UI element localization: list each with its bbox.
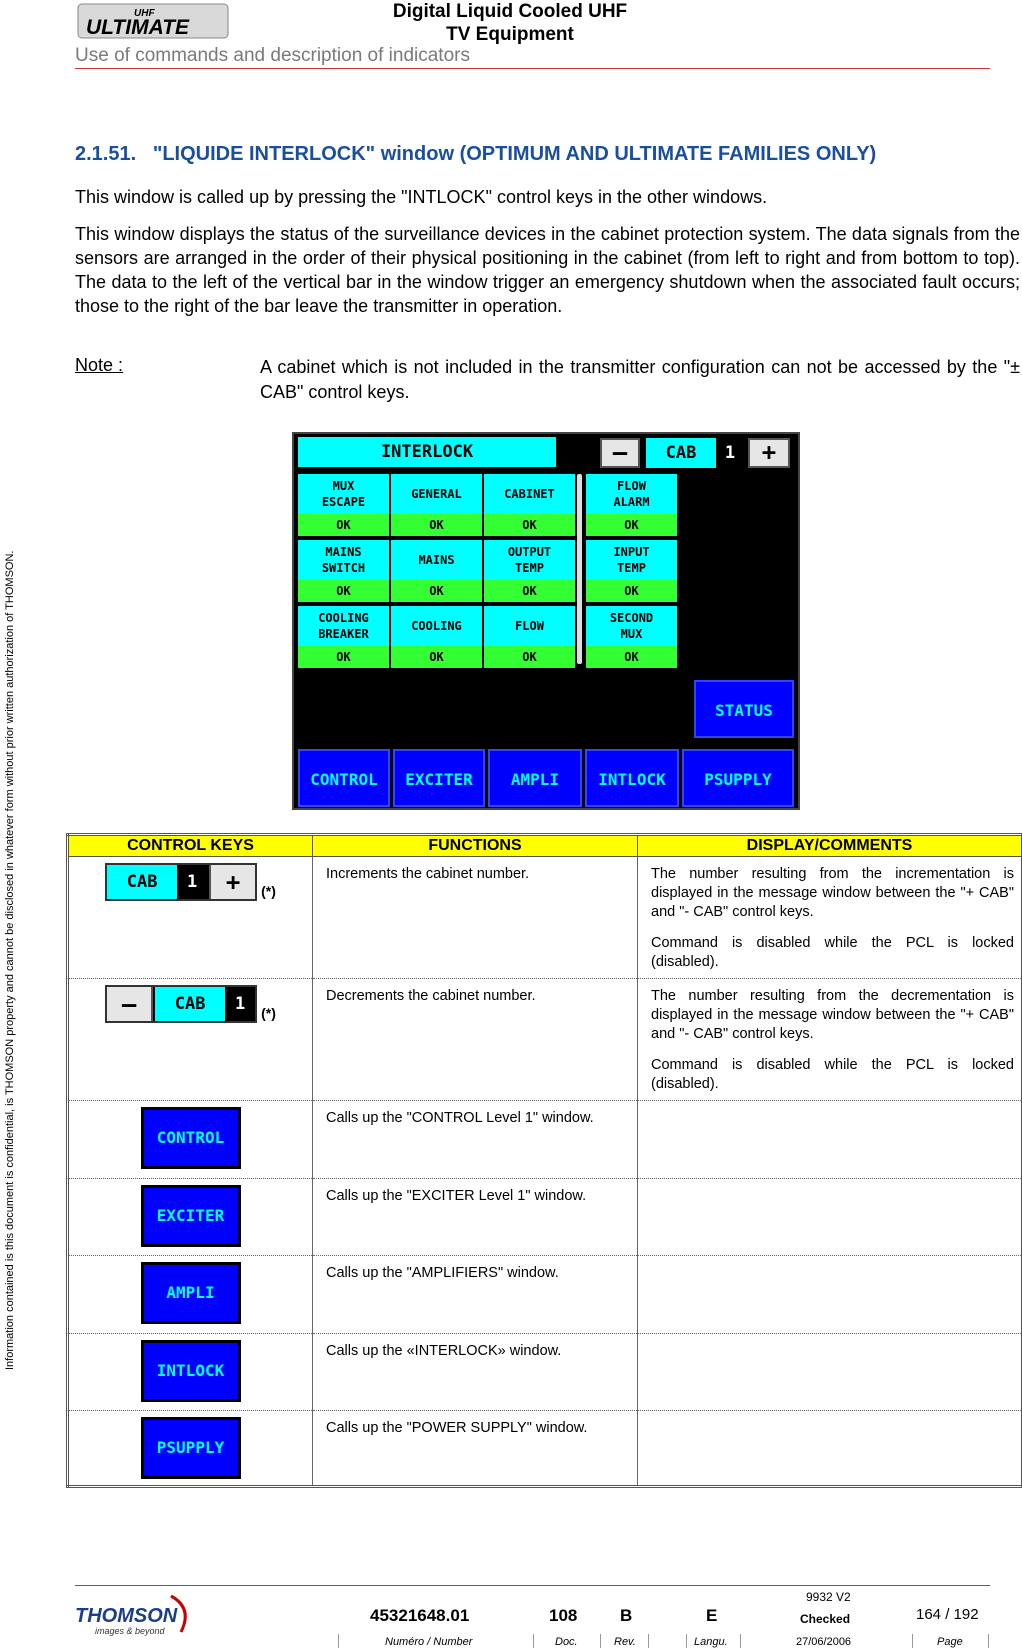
note-text: A cabinet which is not included in the transmitter configuration can not be accessed by the "± CAB" control keys. xyxy=(260,357,1020,402)
cell-cabinet: CABINET OK xyxy=(484,474,575,536)
table-header-row xyxy=(68,835,1022,857)
function-cell: Calls up the "EXCITER Level 1" window. xyxy=(313,1179,638,1256)
function-cell: Calls up the "POWER SUPPLY" window. xyxy=(313,1411,638,1487)
footer-separator xyxy=(740,1634,741,1648)
rev-value: B xyxy=(620,1606,633,1625)
cab-selector xyxy=(600,438,790,468)
table-row xyxy=(68,1256,1022,1334)
footer-separator xyxy=(533,1634,534,1648)
footer-separator xyxy=(988,1634,989,1648)
key-cell xyxy=(68,1101,313,1179)
cell-cooling: COOLING OK xyxy=(391,606,482,668)
key-cell: — CAB 1 (*) xyxy=(68,979,313,1101)
table-row xyxy=(68,857,1022,979)
ampli-key[interactable]: AMPLI xyxy=(141,1262,241,1324)
key-cell xyxy=(68,1256,313,1334)
cell-flow: FLOW OK xyxy=(484,606,575,668)
doc-caption: Doc. xyxy=(555,1636,578,1648)
cell-input-temp: INPUT TEMP OK xyxy=(586,540,677,602)
table-row xyxy=(68,979,1022,1101)
cell-mains-switch: MAINS SWITCH OK xyxy=(298,540,389,602)
ultimate-logo xyxy=(76,2,232,40)
function-cell: Decrements the cabinet number. xyxy=(313,979,638,1101)
footer-separator xyxy=(600,1634,601,1648)
nav-exciter-button[interactable]: EXCITER xyxy=(393,749,485,807)
rev-caption: Rev. xyxy=(614,1636,636,1648)
table-row xyxy=(68,1179,1022,1256)
control-key[interactable]: CONTROL xyxy=(141,1107,241,1169)
comment-cell xyxy=(638,1411,1022,1487)
document-number: 45321648.01 xyxy=(370,1606,470,1625)
interlock-screen xyxy=(292,432,800,810)
version-label: 9932 V2 xyxy=(806,1590,851,1604)
header-rule xyxy=(75,68,990,69)
screen-title: INTERLOCK xyxy=(298,437,556,467)
comment-cell: The number resulting from the incrementation is displayed in the message window between the "+ CAB" and "- CAB" control keys. Command is disabled while the PCL is locked (disabled). xyxy=(638,857,1022,979)
cell-cooling-breaker: COOLING BREAKER OK xyxy=(298,606,389,668)
confidentiality-note: Information contained is this document is confidential, is THOMSON property and cannot be disclosed in whatever form without prior written authorization of THOMSON. xyxy=(4,550,16,1370)
key-cell xyxy=(68,1334,313,1411)
footer-separator xyxy=(912,1634,913,1648)
svg-text:THOMSON: THOMSON xyxy=(75,1605,178,1627)
paragraph-description: This window displays the status of the surveillance devices in the cabinet protection system. The data signals from the sensors are arranged in the order of their physical positioning in the cabinet (from left to right and from bottom to top). The data to the left of the vertical bar in the window trigger an emergency shutdown when the associated fault occurs; those to the right of the bar leave the transmitter in operation. xyxy=(75,224,1020,316)
table-row xyxy=(68,1411,1022,1487)
header-functions: FUNCTIONS xyxy=(313,835,638,857)
page-caption: Page xyxy=(937,1636,963,1648)
cell-flow-alarm: FLOW ALARM OK xyxy=(586,474,677,536)
footer-separator xyxy=(686,1634,687,1648)
cab-label: CAB xyxy=(646,438,716,468)
function-cell: Calls up the «INTERLOCK» window. xyxy=(313,1334,638,1411)
page-number: 164 / 192 xyxy=(916,1606,979,1623)
paragraph-intro: This window is called up by pressing the "INTLOCK" control keys in the other windows. xyxy=(75,187,768,207)
function-cell: Calls up the "CONTROL Level 1" window. xyxy=(313,1101,638,1179)
header-display-comments: DISPLAY/COMMENTS xyxy=(638,835,1022,857)
nav-intlock-button[interactable]: INTLOCK xyxy=(585,749,679,807)
vertical-separator-bar xyxy=(577,474,582,664)
note-label: Note : xyxy=(75,355,124,375)
document-subtitle: Use of commands and description of indicators xyxy=(75,45,470,66)
cell-output-temp: OUTPUT TEMP OK xyxy=(484,540,575,602)
language-value: E xyxy=(706,1606,718,1625)
checked-label: Checked xyxy=(800,1612,851,1626)
nav-psupply-button[interactable]: PSUPPLY xyxy=(682,749,794,807)
table-row xyxy=(68,1334,1022,1411)
psupply-key[interactable]: PSUPPLY xyxy=(141,1417,241,1479)
cab-minus-key[interactable]: — CAB 1 xyxy=(105,985,257,1023)
cab-plus-button[interactable]: + xyxy=(748,438,790,468)
svg-text:UHF: UHF xyxy=(134,8,155,19)
comment-cell xyxy=(638,1334,1022,1411)
comment-cell xyxy=(638,1256,1022,1334)
header-control-keys: CONTROL KEYS xyxy=(68,835,313,857)
doc-value: 108 xyxy=(549,1606,578,1625)
key-cell: CAB 1 + (*) xyxy=(68,857,313,979)
cab-number: 1 xyxy=(716,438,744,468)
cell-general: GENERAL OK xyxy=(391,474,482,536)
date-value: 27/06/2006 xyxy=(796,1636,852,1648)
svg-text:ULTIMATE: ULTIMATE xyxy=(86,16,190,39)
cell-mains: MAINS OK xyxy=(391,540,482,602)
status-button[interactable]: STATUS xyxy=(694,680,794,738)
thomson-logo xyxy=(75,1592,195,1638)
comment-cell xyxy=(638,1179,1022,1256)
exciter-key[interactable]: EXCITER xyxy=(141,1185,241,1247)
language-caption: Langu. xyxy=(694,1636,728,1648)
control-keys-table xyxy=(66,833,1022,1488)
key-cell xyxy=(68,1179,313,1256)
number-caption: Numéro / Number xyxy=(385,1636,473,1648)
key-cell xyxy=(68,1411,313,1487)
svg-text:images & beyond: images & beyond xyxy=(95,1626,165,1636)
comment-cell: The number resulting from the decrementation is displayed in the message window between the "+ CAB" and "- CAB" control keys. Command is disabled while the PCL is locked (disabled). xyxy=(638,979,1022,1101)
footer-separator xyxy=(338,1634,339,1648)
cell-mux-escape: MUX ESCAPE OK xyxy=(298,474,389,536)
nav-ampli-button[interactable]: AMPLI xyxy=(488,749,582,807)
cab-minus-button[interactable]: — xyxy=(600,438,640,468)
function-cell: Calls up the "AMPLIFIERS" window. xyxy=(313,1256,638,1334)
cab-plus-key[interactable]: CAB 1 + xyxy=(105,863,257,901)
intlock-key[interactable]: INTLOCK xyxy=(141,1340,241,1402)
footer-rule xyxy=(75,1585,990,1586)
function-cell: Increments the cabinet number. xyxy=(313,857,638,979)
footer-separator xyxy=(648,1634,649,1648)
document-title: Digital Liquid Cooled UHF TV Equipment xyxy=(392,1,628,45)
nav-control-button[interactable]: CONTROL xyxy=(298,749,390,807)
comment-cell xyxy=(638,1101,1022,1179)
section-heading: 2.1.51. "LIQUIDE INTERLOCK" window (OPTIMUM AND ULTIMATE FAMILIES ONLY) xyxy=(75,143,877,165)
cell-second-mux: SECOND MUX OK xyxy=(586,606,677,668)
table-row xyxy=(68,1101,1022,1179)
